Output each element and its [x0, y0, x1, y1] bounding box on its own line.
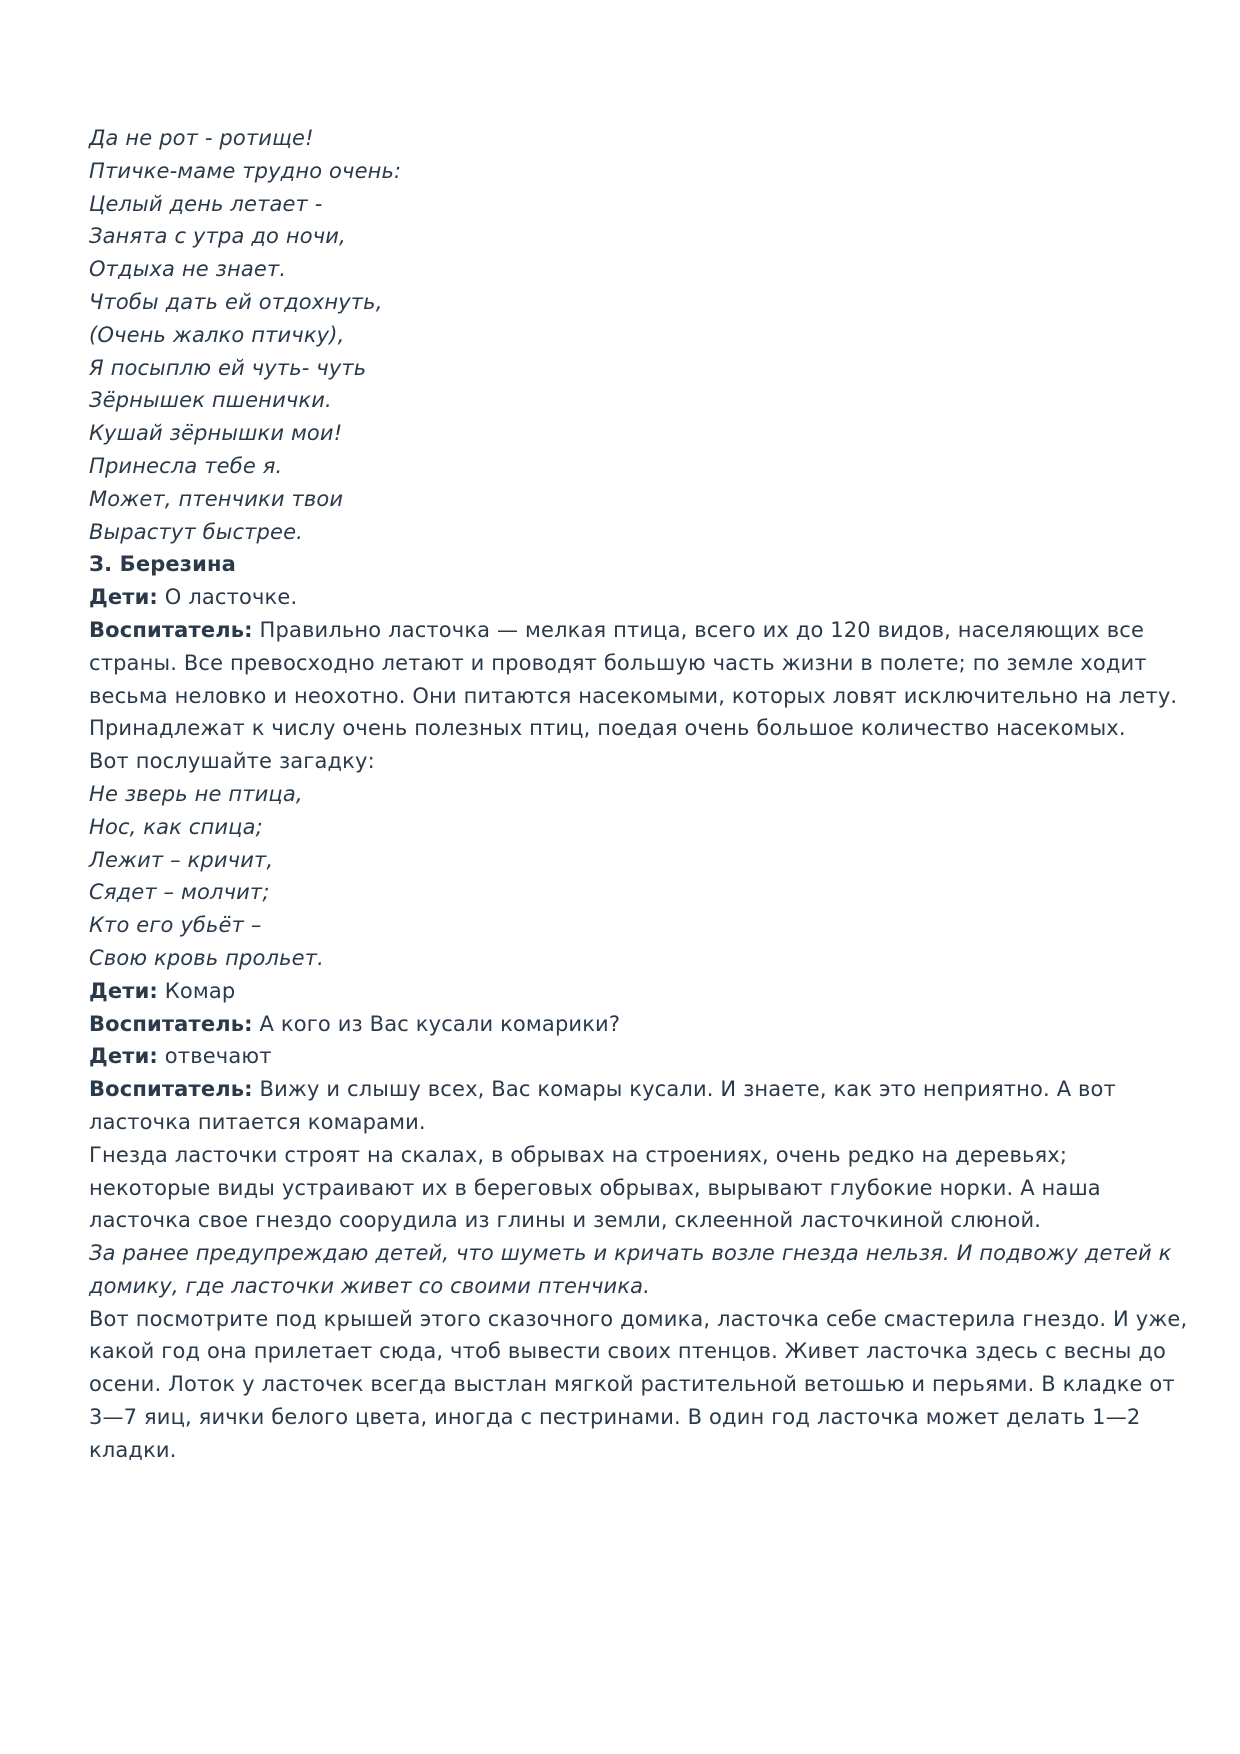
text-line: весьма неловко и неохотно. Они питаются насекомыми, которых ловят исключительно на лету.: [89, 683, 1178, 708]
poem-line: Занята с утра до ночи,: [89, 224, 346, 249]
poem-author: [89, 548, 1204, 581]
poem-line: Целый день летает -: [89, 191, 323, 216]
dialogue-children-answer-3: [89, 1040, 1204, 1073]
poem-line: Вырастут быстрее.: [89, 519, 304, 544]
text-line: Принадлежат к числу очень полезных птиц, поедая очень большое количество насекомых.: [89, 716, 1126, 741]
text-line: страны. Все превосходно летают и проводят большую часть жизни в полете; по земле ходит: [89, 650, 1147, 675]
speech-text: отвечают: [157, 1044, 272, 1069]
dialogue-children-answer-2: [89, 975, 1204, 1008]
dialogue-teacher-about-swallow: [89, 614, 1204, 647]
poem-line: (Очень жалко птичку),: [89, 322, 345, 347]
text-line: Вот посмотрите под крышей этого сказочного домика, ласточка себе смастерила гнездо. И уже,: [89, 1306, 1188, 1331]
text-line: Гнезда ласточки строят на скалах, в обрывах на строениях, очень редко на деревьях;: [89, 1142, 1068, 1167]
speaker-label: Дети:: [89, 978, 158, 1003]
dialogue-children-answer-1: [89, 581, 1204, 614]
speaker-label: Воспитатель:: [89, 1077, 253, 1102]
dialogue-teacher-mosquitoes: [89, 1073, 1204, 1106]
riddle-line: Лежит – кричит,: [89, 847, 274, 872]
speech-text: О ласточке.: [157, 585, 298, 610]
speech-text: Комар: [157, 978, 236, 1003]
poem-line: Зёрнышек пшенички.: [89, 388, 332, 413]
document-body: [89, 122, 1204, 1467]
dialogue-teacher-question: [89, 1008, 1204, 1041]
speech-text: Правильно ласточка — мелкая птица, всего их до 120 видов, населяющих все: [252, 617, 1145, 642]
riddle-line: Не зверь не птица,: [89, 781, 303, 806]
poem-line: Отдыха не знает.: [89, 257, 287, 282]
poem-line: Я посыплю ей чуть- чуть: [89, 355, 367, 380]
speaker-label: Воспитатель:: [89, 617, 253, 642]
text-line: некоторые виды устраивают их в береговых обрывах, вырывают глубокие норки. А наша: [89, 1175, 1101, 1200]
riddle-line: Кто его убьёт –: [89, 913, 262, 938]
riddle-line: Сядет – молчит;: [89, 880, 270, 905]
riddle-line: Нос, как спица;: [89, 814, 263, 839]
speaker-label: Дети:: [89, 585, 158, 610]
stage-note-line: домику, где ласточки живет со своими птенчика.: [89, 1273, 651, 1298]
riddle-line: Свою кровь прольет.: [89, 945, 324, 970]
poem-line: Может, птенчики твои: [89, 486, 344, 511]
poem-line: Чтобы дать ей отдохнуть,: [89, 289, 383, 314]
poem-line: Птичке-маме трудно очень:: [89, 158, 402, 183]
text-line: кладки.: [89, 1437, 177, 1462]
stage-note-line: За ранее предупреждаю детей, что шуметь и кричать возле гнезда нельзя. И подвожу детей к: [89, 1241, 1172, 1266]
speaker-label: Воспитатель:: [89, 1011, 253, 1036]
text-line: осени. Лоток у ласточек всегда выстлан мягкой растительной ветошью и перьями. В кладке от: [89, 1372, 1175, 1397]
speech-text: Вижу и слышу всех, Вас комары кусали. И знаете, как это неприятно. А вот: [252, 1077, 1116, 1102]
poem-line: Кушай зёрнышки мои!: [89, 421, 343, 446]
speaker-label: Дети:: [89, 1044, 158, 1069]
text-line: какой год она прилетает сюда, чтоб вывести своих птенцов. Живет ласточка здесь с весны до: [89, 1339, 1167, 1364]
poem-line: Принесла тебе я.: [89, 453, 283, 478]
author-name: З. Березина: [89, 552, 236, 577]
poem-line: Да не рот - ротище!: [89, 126, 314, 150]
text-line: ласточка свое гнездо соорудила из глины и земли, склеенной ласточкиной слюной.: [89, 1208, 1042, 1233]
text-line: 3—7 яиц, яички белого цвета, иногда с пестринами. В один год ласточка может делать 1—2: [89, 1405, 1141, 1430]
speech-text: А кого из Вас кусали комарики?: [252, 1011, 621, 1036]
text-line: ласточка питается комарами.: [89, 1109, 426, 1134]
text-line: Вот послушайте загадку:: [89, 749, 375, 774]
